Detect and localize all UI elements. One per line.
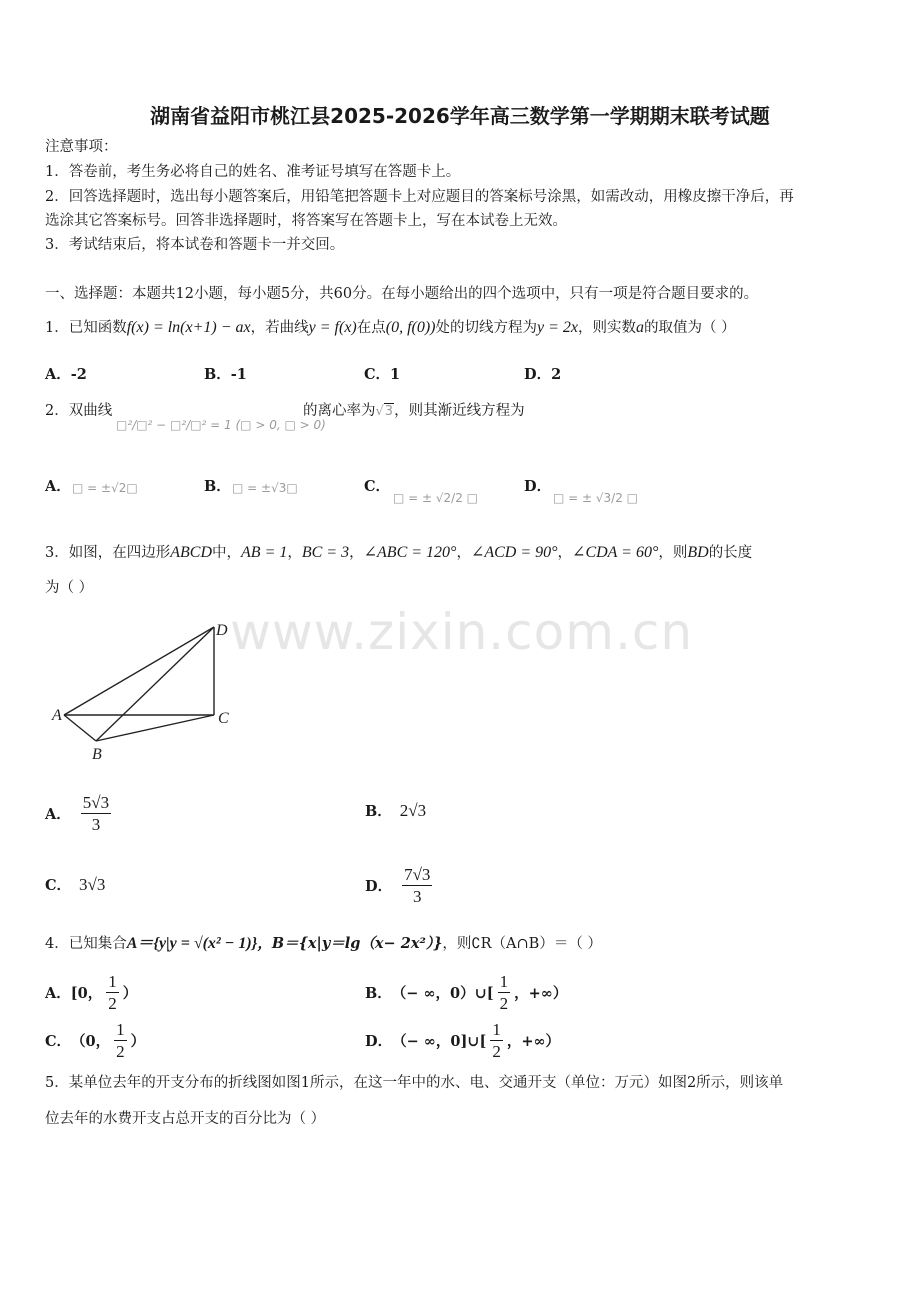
section-heading: 一、选择题：本题共12小题，每小题5分，共60分。在每小题给出的四个选项中，只有一项是符合题目要求的。	[45, 286, 759, 302]
q3-text-d: 的长度	[708, 545, 753, 561]
q4-option-b-fraction	[498, 972, 511, 1013]
q2-text-c: ，则其渐近线方程为	[394, 403, 525, 419]
q3-text-line2: 为（ ）	[45, 580, 94, 596]
numerator: 1	[499, 971, 509, 991]
q4-option-a[interactable]	[45, 970, 137, 1014]
denominator: 2	[499, 993, 509, 1013]
segment-bc	[96, 715, 214, 741]
label-d: D	[216, 622, 228, 639]
notice-item-2: 2．回答选择题时，选出每小题答案后，用铅笔把答题卡上对应题目的答案标号涂黑，如需改动，用橡皮擦干净后，再	[45, 189, 794, 205]
notice-heading: 注意事项：	[45, 139, 118, 155]
q3-option-c[interactable]	[45, 874, 105, 895]
q3-math-bc: BC = 3	[301, 544, 350, 561]
question-3: 3．如图，在四边形ABCD中，AB = 1，BC = 3，∠ABC = 120°，∠ACD = 90°，∠CDA = 60°，则BD的长度	[45, 544, 753, 561]
q4-option-c[interactable]	[45, 1018, 145, 1062]
q3-math-angle-acd: ∠ACD = 90°	[470, 544, 558, 561]
option-suffix: ）	[122, 984, 138, 1002]
option-label: A．	[45, 366, 71, 383]
option-label: B．	[204, 366, 231, 383]
option-prefix: [0，	[70, 984, 103, 1002]
quadrilateral-figure	[40, 615, 260, 765]
option-label: C．	[364, 366, 391, 383]
q2-option-a-value: □ = ±√2□	[72, 481, 138, 495]
segment-ad	[64, 627, 214, 715]
q4-option-d-fraction	[490, 1020, 503, 1061]
q3-option-d[interactable]	[365, 861, 432, 909]
q3-math-angle-cda: ∠CDA = 60°	[572, 544, 659, 561]
q4-text-a: 4．已知集合	[45, 936, 127, 952]
option-value: 3√3	[79, 874, 106, 894]
label-b: B	[92, 746, 102, 763]
q4-option-d[interactable]	[365, 1018, 560, 1062]
denominator: 2	[108, 993, 117, 1013]
q1-math-curve: y = f(x)	[308, 319, 357, 336]
q1-option-c[interactable]	[364, 363, 400, 384]
q1-math-point: (0, f(0))	[385, 319, 436, 336]
option-suffix: ，+∞）	[514, 984, 568, 1002]
q2-option-c-value: □ = ± √2/2 □	[393, 491, 479, 505]
exam-title: 湖南省益阳市桃江县2025-2026学年高三数学第一学期期末联考试题	[150, 104, 770, 128]
numerator: 1	[108, 971, 117, 991]
option-label: D．	[524, 366, 552, 383]
q4-set-b: ，B＝{x|y＝lg（x− 2x²）}	[257, 935, 443, 952]
q2-text-b: 的离心率为	[303, 403, 376, 419]
option-value: 2√3	[399, 800, 427, 820]
q3-option-d-fraction	[402, 865, 432, 906]
option-suffix: ）	[130, 1032, 146, 1050]
watermark: www.zixin.com.cn	[230, 603, 694, 661]
notice-item-1: 1．答卷前，考生务必将自己的姓名、准考证号填写在答题卡上。	[45, 164, 461, 180]
q2-option-c-label[interactable]: C．	[364, 478, 391, 495]
q3-math-abcd: ABCD	[170, 544, 213, 561]
q4-option-a-fraction	[106, 972, 119, 1013]
option-label: C．	[45, 1032, 72, 1050]
q2-eccentricity: √3	[375, 404, 394, 419]
q1-text-c: 在点	[356, 320, 386, 336]
q2-option-d-label[interactable]: D．	[524, 478, 552, 495]
q2-text-b-group	[303, 401, 525, 422]
q5-line-1: 5．某单位去年的开支分布的折线图如图1所示，在这一年中的水、电、交通开支（单位：万元）如图2所示，则该单	[45, 1075, 784, 1091]
question-4	[45, 934, 602, 954]
denominator: 3	[91, 814, 101, 834]
segment-bd	[96, 627, 214, 741]
q3-option-a-fraction	[81, 793, 111, 834]
option-label: C．	[45, 877, 72, 894]
q5-line-2: 位去年的水费开支占总开支的百分比为（ ）	[45, 1111, 326, 1127]
q2-option-a-label[interactable]: A．	[45, 478, 71, 495]
q2-option-d-value: □ = ± √3/2 □	[553, 491, 639, 505]
option-label: A．	[45, 984, 71, 1002]
option-value: -2	[70, 366, 87, 383]
option-label: B．	[365, 803, 392, 820]
q3-math-angle-abc: ∠ABC = 120°	[363, 544, 457, 561]
q4-option-c-fraction	[114, 1020, 127, 1061]
q1-option-d[interactable]	[524, 363, 561, 384]
question-1	[45, 318, 736, 338]
denominator: 2	[116, 1041, 125, 1061]
q1-text-b: ，若曲线	[250, 320, 309, 336]
option-value: 1	[390, 366, 401, 383]
q1-option-b[interactable]	[204, 363, 247, 384]
q4-set-a: A＝{y|y = √(x² − 1)}	[126, 935, 258, 952]
q2-option-b-value: □ = ±√3□	[232, 481, 298, 495]
option-label: D．	[365, 877, 393, 895]
q1-math-tangent: y = 2x	[537, 319, 579, 336]
q1-text-d: 处的切线方程为	[435, 320, 538, 336]
option-label: B．	[365, 984, 392, 1002]
q1-text-e: ，则实数	[578, 320, 637, 336]
q2-text-a: 2．双曲线	[45, 403, 113, 419]
q1-text-f: 的取值为（ ）	[644, 320, 736, 336]
q1-text-a: 1．已知函数	[45, 320, 127, 336]
option-prefix: （0，	[71, 1032, 111, 1050]
q3-option-b[interactable]	[365, 800, 426, 821]
q3-text-c: ，则	[658, 545, 688, 561]
numerator: 7√3	[404, 864, 431, 884]
option-suffix: ，+∞）	[506, 1032, 561, 1050]
q3-text-b: 中，	[212, 545, 242, 561]
q2-option-b-label[interactable]: B．	[204, 478, 231, 495]
q3-math-bd: BD	[687, 544, 709, 561]
numerator: 1	[492, 1019, 501, 1039]
q1-math-a: a	[636, 319, 645, 336]
q3-text-a: 3．如图，在四边形	[45, 545, 171, 561]
notice-item-2-cont: 选涂其它答案标号。回答非选择题时，将答案写在答题卡上，写在本试卷上无效。	[45, 213, 567, 229]
option-value: 2	[551, 366, 562, 383]
option-label: A．	[45, 805, 71, 823]
q1-math-function: f(x) = ln(x+1) − ax	[126, 319, 251, 336]
q4-text-b: ，则∁R（A∩B）＝（ ）	[442, 936, 602, 952]
q3-math-ab: AB = 1	[241, 544, 288, 561]
q4-option-b[interactable]	[365, 970, 567, 1014]
numerator: 1	[116, 1019, 125, 1039]
q2-hyperbola-equation: □²/□² − □²/□² = 1 (□ > 0, □ > 0)	[116, 418, 326, 432]
numerator: 5√3	[82, 792, 110, 812]
notice-item-3: 3．考试结束后，将本试卷和答题卡一并交回。	[45, 237, 345, 253]
option-prefix: （− ∞，0）∪[	[391, 984, 494, 1002]
option-prefix: （− ∞，0]∪[	[392, 1032, 487, 1050]
q1-option-a[interactable]	[45, 363, 87, 384]
segment-ab	[64, 715, 96, 741]
option-label: D．	[365, 1032, 393, 1050]
q3-option-a[interactable]	[45, 789, 111, 837]
q2-eccentricity-radicand: 3	[384, 404, 394, 419]
denominator: 2	[492, 1041, 501, 1061]
option-value: -1	[230, 366, 247, 383]
denominator: 3	[413, 886, 422, 906]
label-a: A	[52, 707, 62, 724]
label-c: C	[218, 710, 229, 727]
